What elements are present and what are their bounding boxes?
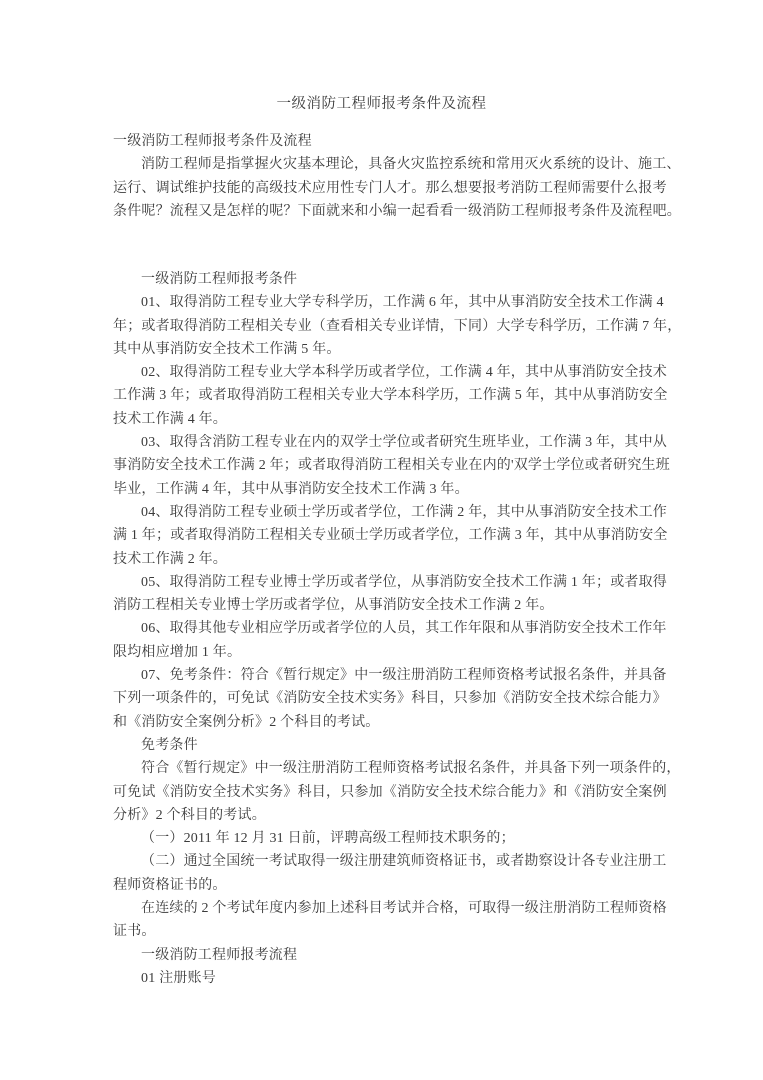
text-line: 分析》2 个科目的考试。 [113, 807, 266, 823]
text-line: 05、取得消防工程专业博士学历或者学位，从事消防安全技术工作满 1 年；或者取得 [141, 574, 667, 590]
text-line: 程师资格证书的。 [113, 877, 227, 893]
text-line: 03、取得含消防工程专业在内的双学士学位或者研究生班毕业，工作满 3 年，其中从 [141, 435, 667, 451]
text-line: 毕业，工作满 4 年，其中从事消防安全技术工作满 3 年。 [113, 481, 469, 497]
text-line: 免考条件 [141, 737, 198, 753]
text-line: 02、取得消防工程专业大学本科学历或者学位，工作满 4 年，其中从事消防安全技术 [141, 365, 667, 381]
text-line: 事消防安全技术工作满 2 年；或者取得消防工程相关专业在内的'双学士学位或者研究生班 [113, 458, 670, 474]
text-line: 01、取得消防工程专业大学专科学历，工作满 6 年，其中从事消防安全技术工作满 4 [141, 295, 664, 311]
text-line: 01 注册账号 [141, 970, 216, 986]
text-line: （二）通过全国统一考试取得一级注册建筑师资格证书，或者勘察设计各专业注册工 [141, 854, 667, 870]
text-line: 一级消防工程师报考条件 [141, 272, 298, 287]
text-line: 证书。 [113, 924, 156, 940]
text-line: 技术工作满 2 年。 [113, 551, 227, 567]
main-paragraphs [113, 268, 682, 990]
intro-paragraphs [113, 130, 681, 223]
text-line: 06、取得其他专业相应学历或者学位的人员，其工作年限和从事消防安全技术工作年 [141, 621, 667, 637]
text-line: 其中从事消防安全技术工作满 5 年。 [113, 341, 341, 357]
text-line: 条件呢？流程又是怎样的呢？下面就来和小编一起看看一级消防工程师报考条件及流程吧。 [113, 203, 681, 219]
text-line: 一级消防工程师报考流程 [141, 947, 298, 963]
text-line: 07、免考条件：符合《暂行规定》中一级注册消防工程师资格考试报名条件，并具备 [141, 668, 667, 684]
text-line: 在连续的 2 个考试年度内参加上述科目考试并合格，可取得一级注册消防工程师资格 [141, 901, 667, 917]
text-line: 满 1 年；或者取得消防工程相关专业硕士学历或者学位，工作满 3 年，其中从事消防安全 [113, 528, 668, 544]
text-line: 和《消防安全案例分析》2 个科目的考试。 [113, 714, 380, 730]
text-line: 运行、调试维护技能的高级技术应用性专门人才。那么想要报考消防工程师需要什么报考 [113, 180, 667, 196]
text-line: 下列一项条件的，可免试《消防安全技术实务》科目，只参加《消防安全技术综合能力》 [113, 691, 667, 707]
text-line: 限均相应增加 1 年。 [113, 644, 242, 660]
text-line: 消防工程相关专业博士学历或者学位，从事消防安全技术工作满 2 年。 [113, 598, 554, 614]
text-line: 年；或者取得消防工程相关专业（查看相关专业详情，下同）大学专科学历，工作满 7 年， [113, 318, 682, 334]
text-line: 可免试《消防安全技术实务》科目，只参加《消防安全技术综合能力》和《消防安全案例 [113, 784, 667, 800]
text-line: 04、取得消防工程专业硕士学历或者学位，工作满 2 年，其中从事消防安全技术工作 [141, 504, 667, 520]
text-line: 一级消防工程师报考条件及流程 [113, 134, 312, 149]
text-line: 消防工程师是指掌握火灾基本理论，具备火灾监控系统和常用灭火系统的设计、施工、 [141, 157, 681, 173]
document-title: 一级消防工程师报考条件及流程 [276, 96, 487, 112]
text-line: （一）2011 年 12 月 31 日前，评聘高级工程师技术职务的； [141, 831, 515, 847]
text-line: 工作满 3 年；或者取得消防工程相关专业大学本科学历，工作满 5 年，其中从事消防安全 [113, 388, 668, 404]
text-line: 技术工作满 4 年。 [113, 411, 227, 427]
text-line: 符合《暂行规定》中一级注册消防工程师资格考试报名条件，并具备下列一项条件的， [141, 761, 681, 777]
